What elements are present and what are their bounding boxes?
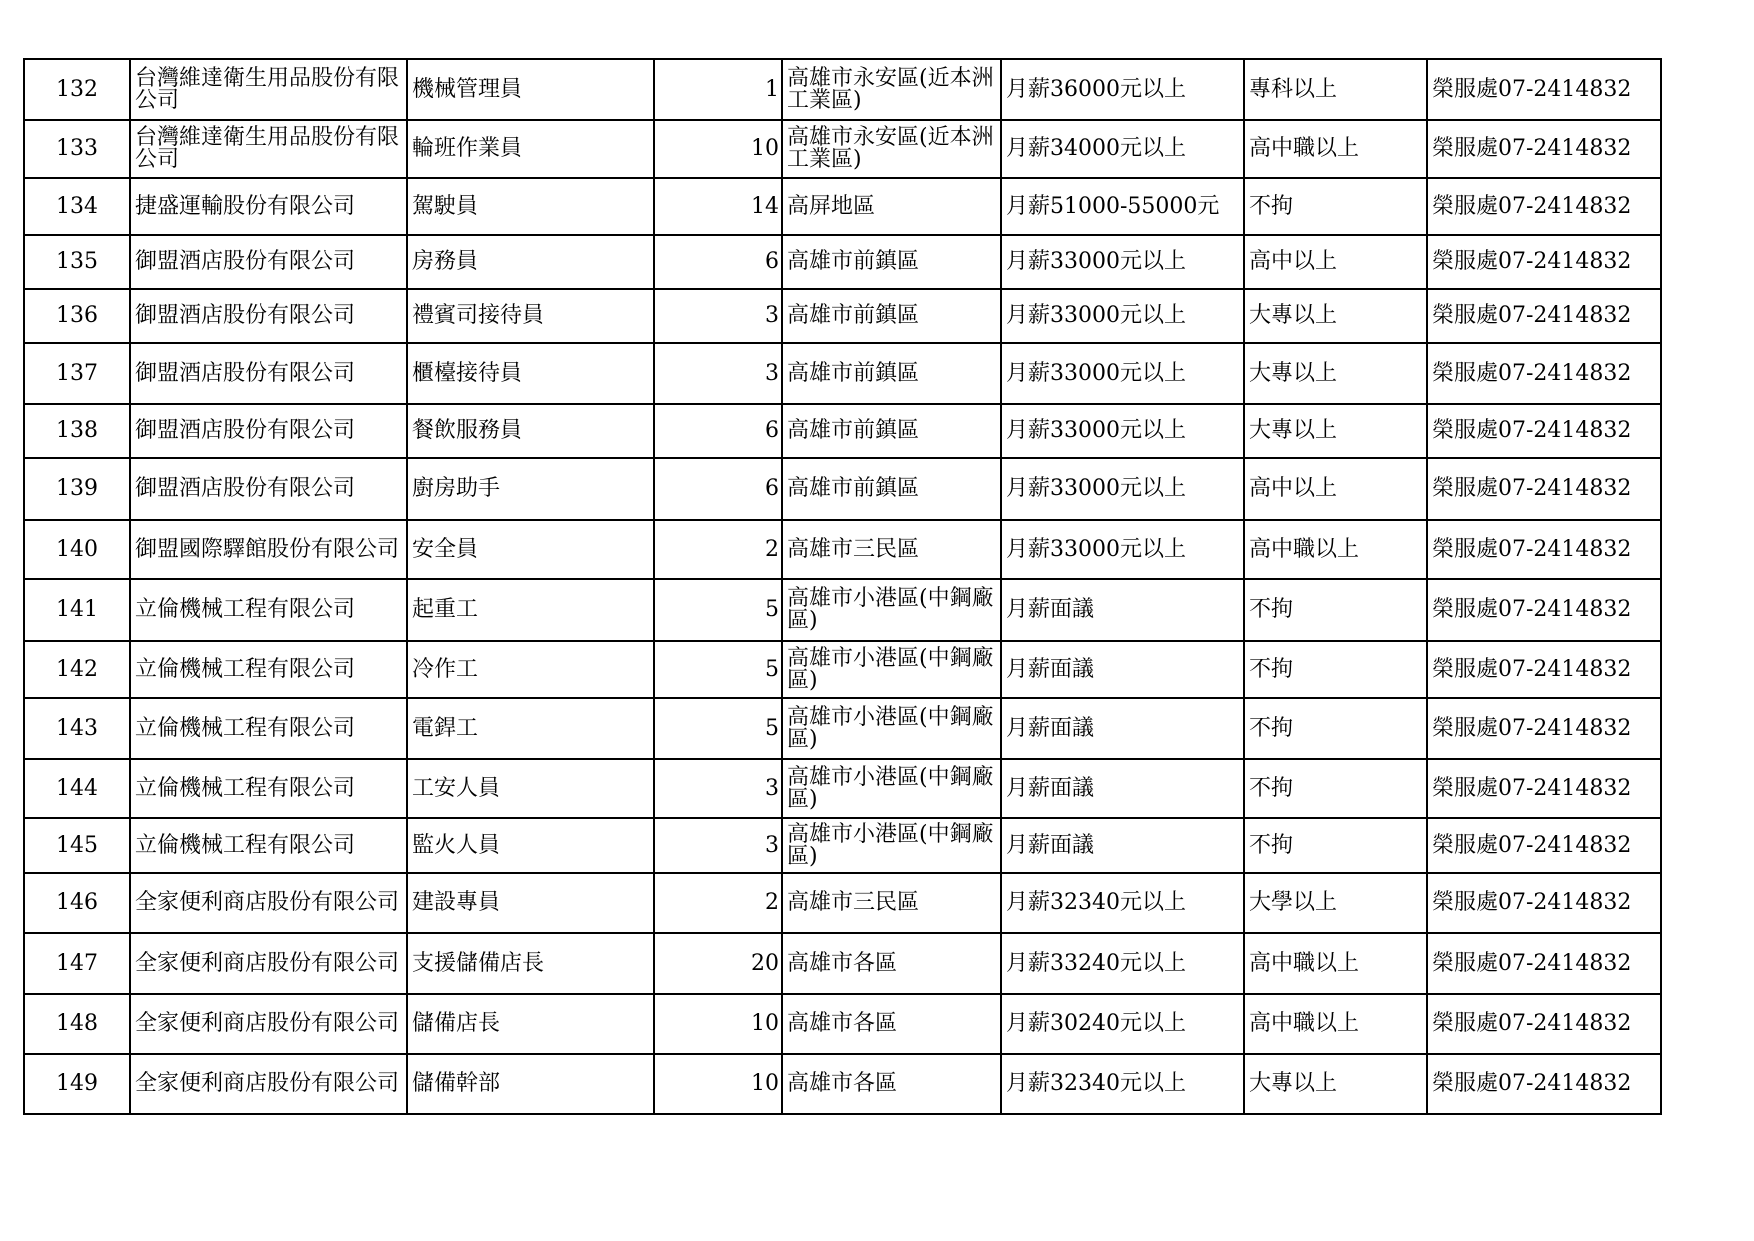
work-location: 高雄市三民區 xyxy=(782,873,1001,933)
education-requirement: 高中職以上 xyxy=(1244,994,1427,1054)
education-requirement: 高中職以上 xyxy=(1244,520,1427,579)
work-location: 高屏地區 xyxy=(782,178,1001,235)
contact-info: 榮服處07-2414832 xyxy=(1427,235,1661,289)
company-name: 全家便利商店股份有限公司 xyxy=(130,873,407,933)
company-name: 御盟酒店股份有限公司 xyxy=(130,289,407,343)
work-location: 高雄市小港區(中鋼廠區) xyxy=(782,579,1001,641)
salary: 月薪33000元以上 xyxy=(1001,235,1244,289)
company-name: 御盟酒店股份有限公司 xyxy=(130,404,407,458)
salary: 月薪33000元以上 xyxy=(1001,289,1244,343)
contact-info: 榮服處07-2414832 xyxy=(1427,343,1661,404)
table-row xyxy=(24,343,1661,404)
row-number: 149 xyxy=(24,1054,130,1114)
job-position: 冷作工 xyxy=(407,641,654,698)
education-requirement: 高中職以上 xyxy=(1244,933,1427,994)
work-location: 高雄市三民區 xyxy=(782,520,1001,579)
company-name: 台灣維達衛生用品股份有限公司 xyxy=(130,59,407,120)
table-row xyxy=(24,641,1661,698)
row-number: 143 xyxy=(24,698,130,759)
headcount: 10 xyxy=(654,994,782,1054)
salary: 月薪面議 xyxy=(1001,698,1244,759)
table-row xyxy=(24,120,1661,178)
row-number: 139 xyxy=(24,458,130,520)
headcount: 2 xyxy=(654,873,782,933)
job-listing-body xyxy=(24,59,1661,1114)
job-position: 儲備幹部 xyxy=(407,1054,654,1114)
company-name: 立倫機械工程有限公司 xyxy=(130,759,407,818)
headcount: 1 xyxy=(654,59,782,120)
work-location: 高雄市小港區(中鋼廠區) xyxy=(782,759,1001,818)
row-number: 132 xyxy=(24,59,130,120)
work-location: 高雄市永安區(近本洲工業區) xyxy=(782,120,1001,178)
headcount: 6 xyxy=(654,235,782,289)
education-requirement: 大專以上 xyxy=(1244,404,1427,458)
salary: 月薪33000元以上 xyxy=(1001,404,1244,458)
education-requirement: 高中職以上 xyxy=(1244,120,1427,178)
table-row xyxy=(24,994,1661,1054)
contact-info: 榮服處07-2414832 xyxy=(1427,59,1661,120)
work-location: 高雄市小港區(中鋼廠區) xyxy=(782,818,1001,873)
education-requirement: 不拘 xyxy=(1244,818,1427,873)
row-number: 142 xyxy=(24,641,130,698)
education-requirement: 高中以上 xyxy=(1244,458,1427,520)
education-requirement: 大學以上 xyxy=(1244,873,1427,933)
headcount: 6 xyxy=(654,458,782,520)
salary: 月薪面議 xyxy=(1001,818,1244,873)
row-number: 147 xyxy=(24,933,130,994)
headcount: 2 xyxy=(654,520,782,579)
job-position: 安全員 xyxy=(407,520,654,579)
row-number: 136 xyxy=(24,289,130,343)
salary: 月薪30240元以上 xyxy=(1001,994,1244,1054)
contact-info: 榮服處07-2414832 xyxy=(1427,818,1661,873)
job-position: 駕駛員 xyxy=(407,178,654,235)
contact-info: 榮服處07-2414832 xyxy=(1427,579,1661,641)
row-number: 145 xyxy=(24,818,130,873)
work-location: 高雄市各區 xyxy=(782,1054,1001,1114)
salary: 月薪32340元以上 xyxy=(1001,1054,1244,1114)
work-location: 高雄市各區 xyxy=(782,994,1001,1054)
education-requirement: 不拘 xyxy=(1244,579,1427,641)
row-number: 137 xyxy=(24,343,130,404)
education-requirement: 大專以上 xyxy=(1244,289,1427,343)
contact-info: 榮服處07-2414832 xyxy=(1427,698,1661,759)
salary: 月薪33000元以上 xyxy=(1001,520,1244,579)
table-row xyxy=(24,289,1661,343)
work-location: 高雄市小港區(中鋼廠區) xyxy=(782,698,1001,759)
job-position: 建設專員 xyxy=(407,873,654,933)
row-number: 144 xyxy=(24,759,130,818)
company-name: 御盟酒店股份有限公司 xyxy=(130,235,407,289)
table-row xyxy=(24,235,1661,289)
company-name: 全家便利商店股份有限公司 xyxy=(130,994,407,1054)
contact-info: 榮服處07-2414832 xyxy=(1427,404,1661,458)
job-position: 廚房助手 xyxy=(407,458,654,520)
job-position: 支援儲備店長 xyxy=(407,933,654,994)
company-name: 御盟國際驛館股份有限公司 xyxy=(130,520,407,579)
row-number: 141 xyxy=(24,579,130,641)
work-location: 高雄市各區 xyxy=(782,933,1001,994)
salary: 月薪面議 xyxy=(1001,641,1244,698)
job-listing-table xyxy=(23,58,1662,1115)
company-name: 台灣維達衛生用品股份有限公司 xyxy=(130,120,407,178)
salary: 月薪33000元以上 xyxy=(1001,458,1244,520)
education-requirement: 高中以上 xyxy=(1244,235,1427,289)
job-position: 起重工 xyxy=(407,579,654,641)
job-position: 禮賓司接待員 xyxy=(407,289,654,343)
job-position: 餐飲服務員 xyxy=(407,404,654,458)
contact-info: 榮服處07-2414832 xyxy=(1427,933,1661,994)
salary: 月薪51000-55000元 xyxy=(1001,178,1244,235)
contact-info: 榮服處07-2414832 xyxy=(1427,873,1661,933)
contact-info: 榮服處07-2414832 xyxy=(1427,120,1661,178)
job-position: 工安人員 xyxy=(407,759,654,818)
row-number: 134 xyxy=(24,178,130,235)
job-position: 監火人員 xyxy=(407,818,654,873)
contact-info: 榮服處07-2414832 xyxy=(1427,289,1661,343)
work-location: 高雄市小港區(中鋼廠區) xyxy=(782,641,1001,698)
contact-info: 榮服處07-2414832 xyxy=(1427,458,1661,520)
table-row xyxy=(24,933,1661,994)
company-name: 御盟酒店股份有限公司 xyxy=(130,458,407,520)
headcount: 3 xyxy=(654,818,782,873)
contact-info: 榮服處07-2414832 xyxy=(1427,178,1661,235)
headcount: 3 xyxy=(654,289,782,343)
headcount: 3 xyxy=(654,343,782,404)
salary: 月薪34000元以上 xyxy=(1001,120,1244,178)
work-location: 高雄市前鎮區 xyxy=(782,458,1001,520)
contact-info: 榮服處07-2414832 xyxy=(1427,1054,1661,1114)
row-number: 140 xyxy=(24,520,130,579)
row-number: 138 xyxy=(24,404,130,458)
table-row xyxy=(24,818,1661,873)
education-requirement: 不拘 xyxy=(1244,641,1427,698)
company-name: 御盟酒店股份有限公司 xyxy=(130,343,407,404)
headcount: 3 xyxy=(654,759,782,818)
work-location: 高雄市前鎮區 xyxy=(782,289,1001,343)
company-name: 立倫機械工程有限公司 xyxy=(130,698,407,759)
salary: 月薪面議 xyxy=(1001,759,1244,818)
table-row xyxy=(24,698,1661,759)
company-name: 立倫機械工程有限公司 xyxy=(130,579,407,641)
row-number: 135 xyxy=(24,235,130,289)
headcount: 10 xyxy=(654,120,782,178)
education-requirement: 不拘 xyxy=(1244,178,1427,235)
education-requirement: 不拘 xyxy=(1244,698,1427,759)
headcount: 6 xyxy=(654,404,782,458)
salary: 月薪面議 xyxy=(1001,579,1244,641)
salary: 月薪33240元以上 xyxy=(1001,933,1244,994)
headcount: 5 xyxy=(654,698,782,759)
work-location: 高雄市前鎮區 xyxy=(782,404,1001,458)
work-location: 高雄市永安區(近本洲工業區) xyxy=(782,59,1001,120)
company-name: 全家便利商店股份有限公司 xyxy=(130,933,407,994)
education-requirement: 大專以上 xyxy=(1244,1054,1427,1114)
table-row xyxy=(24,579,1661,641)
row-number: 146 xyxy=(24,873,130,933)
row-number: 133 xyxy=(24,120,130,178)
headcount: 20 xyxy=(654,933,782,994)
job-position: 機械管理員 xyxy=(407,59,654,120)
table-row xyxy=(24,458,1661,520)
table-row xyxy=(24,520,1661,579)
company-name: 立倫機械工程有限公司 xyxy=(130,818,407,873)
headcount: 5 xyxy=(654,641,782,698)
table-row xyxy=(24,404,1661,458)
job-position: 儲備店長 xyxy=(407,994,654,1054)
job-position: 電銲工 xyxy=(407,698,654,759)
table-row xyxy=(24,59,1661,120)
headcount: 10 xyxy=(654,1054,782,1114)
salary: 月薪33000元以上 xyxy=(1001,343,1244,404)
contact-info: 榮服處07-2414832 xyxy=(1427,520,1661,579)
headcount: 5 xyxy=(654,579,782,641)
contact-info: 榮服處07-2414832 xyxy=(1427,641,1661,698)
salary: 月薪36000元以上 xyxy=(1001,59,1244,120)
row-number: 148 xyxy=(24,994,130,1054)
table-row xyxy=(24,873,1661,933)
headcount: 14 xyxy=(654,178,782,235)
contact-info: 榮服處07-2414832 xyxy=(1427,759,1661,818)
job-position: 櫃檯接待員 xyxy=(407,343,654,404)
table-row xyxy=(24,178,1661,235)
work-location: 高雄市前鎮區 xyxy=(782,235,1001,289)
work-location: 高雄市前鎮區 xyxy=(782,343,1001,404)
contact-info: 榮服處07-2414832 xyxy=(1427,994,1661,1054)
salary: 月薪32340元以上 xyxy=(1001,873,1244,933)
company-name: 全家便利商店股份有限公司 xyxy=(130,1054,407,1114)
education-requirement: 大專以上 xyxy=(1244,343,1427,404)
education-requirement: 專科以上 xyxy=(1244,59,1427,120)
table-row xyxy=(24,1054,1661,1114)
job-position: 輪班作業員 xyxy=(407,120,654,178)
company-name: 立倫機械工程有限公司 xyxy=(130,641,407,698)
table-row xyxy=(24,759,1661,818)
job-position: 房務員 xyxy=(407,235,654,289)
education-requirement: 不拘 xyxy=(1244,759,1427,818)
company-name: 捷盛運輸股份有限公司 xyxy=(130,178,407,235)
